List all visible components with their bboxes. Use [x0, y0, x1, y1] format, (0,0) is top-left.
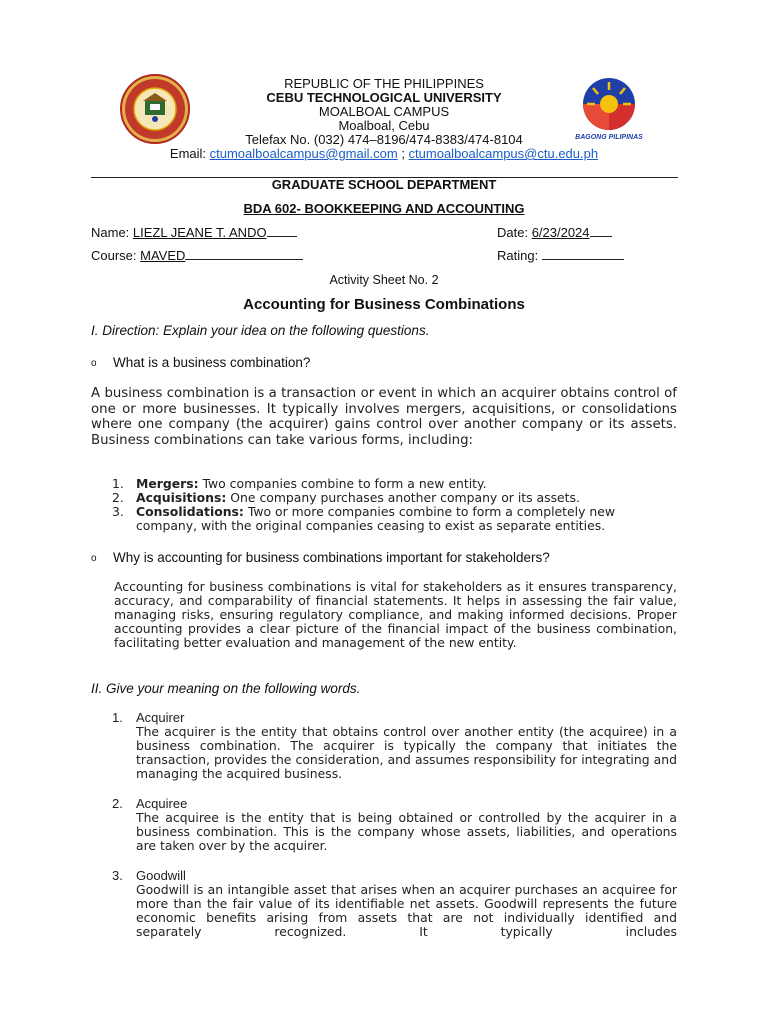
header-email: Email: ctumoalboalcampus@gmail.com ; ctumoalboalcampus@ctu.edu.ph — [169, 146, 599, 161]
course-title: BDA 602- BOOKKEEPING AND ACCOUNTING — [243, 201, 525, 216]
header-country: REPUBLIC OF THE PHILIPPINES — [284, 76, 484, 91]
name-value: LIEZL JEANE T. ANDO — [132, 225, 267, 240]
header-university: CEBU TECHNOLOGICAL UNIVERSITY — [266, 90, 502, 105]
header-location: Moalboal, Cebu — [338, 118, 430, 133]
date-field: Date: 6/23/2024 — [497, 224, 612, 240]
answer-2: Accounting for business combinations is vital for stakeholders as it ensures transparency, accuracy, and comparability of financial statements. It helps in assessing the fair value, managing risks, ensuring regulatory compliance, and making informed decisions. Proper accounting provides a clear picture of the financial impact of the business combination, facilitating better evaluation and management of the new entity. — [114, 579, 677, 650]
question-2: o Why is accounting for business combinations important for stakeholders? — [91, 550, 550, 565]
bagong-pilipinas-caption: BAGONG PILIPINAS — [575, 134, 643, 141]
list-item: 2. Acquisitions: One company purchases another company or its assets. — [112, 490, 580, 505]
combination-forms-list — [112, 477, 677, 533]
definition-goodwill: 3. Goodwill Goodwill is an intangible asset that arises when an acquirer purchases an acquiree for more than the fair value of its identifiable net assets. Goodwill represents the future economic benefits arising from assets that are not individually identified and separately recognized. It typically includes — [112, 868, 677, 939]
bullet-icon: o — [91, 552, 97, 564]
date-value: 6/23/2024 — [531, 225, 590, 240]
list-item: 3. Consolidations: Two or more companies combine to form a completely new company, with the original companies ceasing to exist as separate entities. — [112, 504, 615, 533]
letterhead — [0, 77, 768, 161]
email-link-gmail[interactable]: ctumoalboalcampus@gmail.com — [209, 146, 398, 161]
header-campus: MOALBOAL CAMPUS — [318, 104, 450, 119]
section1-direction: I. Direction: Explain your idea on the following questions. — [91, 323, 430, 338]
definition-acquiree: 2. Acquiree The acquiree is the entity that is being obtained or controlled by the acquirer in a business combination. This is the company whose assets, liabilities, and operations are taken over by the acquirer. — [112, 796, 677, 853]
list-item: 1. Mergers: Two companies combine to form a new entity. — [112, 476, 487, 491]
header-telefax: Telefax No. (032) 474–8196/474-8383/474-8104 — [245, 132, 523, 147]
name-field: Name: LIEZL JEANE T. ANDO — [91, 224, 297, 240]
bullet-icon: o — [91, 357, 97, 369]
page-title: Accounting for Business Combinations — [243, 296, 525, 313]
answer-1: A business combination is a transaction or event in which an acquirer obtains control of one or more businesses. It typically involves mergers, acquisitions, or consolidations where one company (the acquirer) gains control over another company or its assets. Business combinations can take various forms, including: — [91, 386, 677, 448]
activity-sheet-label: Activity Sheet No. 2 — [329, 273, 439, 287]
rating-blank — [542, 247, 624, 260]
department-heading: GRADUATE SCHOOL DEPARTMENT — [271, 177, 497, 192]
definition-acquirer: 1. Acquirer The acquirer is the entity that obtains control over another entity (the acquiree) in a business combination. The acquirer is typically the company that initiates the transaction, provides the consideration, and assumes responsibility for integrating and managing the acquired business. — [112, 710, 677, 781]
course-value: MAVED — [140, 248, 186, 263]
course-field: Course: MAVED — [91, 247, 303, 263]
section2-direction: II. Give your meaning on the following words. — [91, 681, 361, 696]
rating-field: Rating: — [497, 247, 624, 263]
question-1: o What is a business combination? — [91, 355, 311, 370]
email-link-ctu[interactable]: ctumoalboalcampus@ctu.edu.ph — [408, 146, 599, 161]
